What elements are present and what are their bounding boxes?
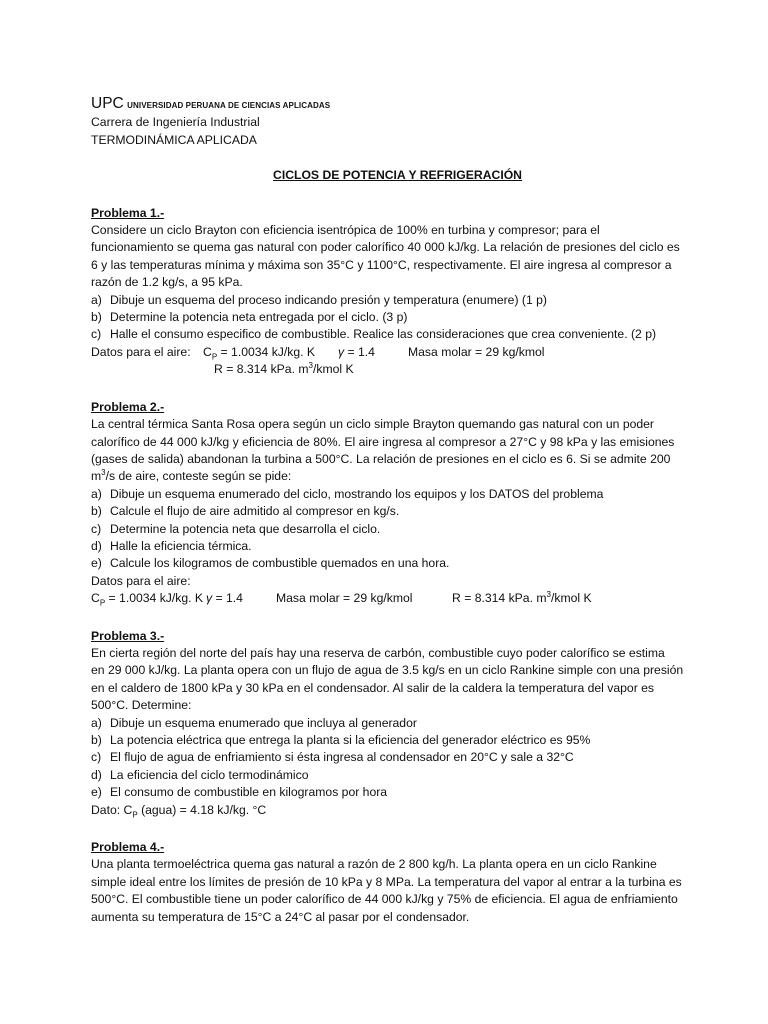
- item-text: Dibuje un esquema del proceso indicando presión y temperatura (enumere) (1 p): [110, 292, 547, 307]
- document-title: CICLOS DE POTENCIA Y REFRIGERACIÓN: [273, 168, 522, 183]
- item-label: a): [91, 486, 102, 501]
- list-item: [91, 326, 704, 343]
- statement-line: 500°C. El combustible tiene un poder calorífico de 44 000 kJ/kg y 75% de eficiencia. El agua de enfriamiento: [91, 892, 678, 907]
- list-item: [91, 732, 704, 749]
- problem-1: [91, 205, 704, 379]
- list-item: [91, 784, 704, 801]
- item-text: Dibuje un esquema enumerado del ciclo, mostrando los equipos y los DATOS del problema: [110, 486, 604, 501]
- statement-line: En cierta región del norte del país hay una reserva de carbón, combustible cuyo poder calorífico se estima: [91, 645, 665, 660]
- item-label: d): [91, 767, 102, 782]
- list-item: [91, 521, 704, 538]
- problem-heading: Problema 4.-: [91, 840, 165, 855]
- item-text: Calcule los kilogramos de combustible quemados en una hora.: [110, 556, 450, 571]
- item-text: La potencia eléctrica que entrega la planta si la eficiencia del generador eléctrico es 95%: [110, 733, 591, 747]
- statement-line: 500°C. Determine:: [91, 698, 192, 713]
- problem-heading: Problema 3.-: [91, 628, 165, 643]
- item-label: c): [91, 750, 102, 765]
- item-label: c): [91, 521, 102, 536]
- item-text: El consumo de combustible en kilogramos por hora: [110, 785, 388, 800]
- statement-line: 6 y las temperaturas mínima y máxima son 35°C y 1100°C, respectivamente. El aire ingresa al compresor a: [91, 257, 672, 272]
- item-text: Halle la eficiencia térmica.: [110, 538, 252, 553]
- university-name: UNIVERSIDAD PERUANA DE CIENCIAS APLICADAS: [127, 101, 331, 110]
- data-label: Datos para el aire:: [91, 344, 191, 359]
- statement-line: aumenta su temperatura de 15°C a 24°C al pasar por el condensador.: [91, 909, 470, 924]
- statement-line: calorífico de 44 000 kJ/kg y eficiencia de 80%. El aire ingresa al compresor a 27°C y 98 kPa y las emisiones: [91, 434, 675, 449]
- statement-line: en el caldero de 1800 kPa y 30 kPa en el condensador. Al salir de la caldera la temperatura del vapor es: [91, 680, 655, 695]
- list-item: [91, 715, 704, 732]
- list-item: [91, 503, 704, 520]
- problem-statement: [91, 645, 704, 715]
- molar-mass: Masa molar = 29 kg/kmol: [408, 344, 545, 359]
- gamma-value: γ = 1.4: [206, 591, 243, 606]
- item-label: d): [91, 538, 102, 553]
- document-title-wrap: [91, 167, 704, 184]
- molar-mass: Masa molar = 29 kg/kmol: [276, 591, 413, 606]
- item-text: El flujo de agua de enfriamiento si ésta ingresa al condensador en 20°C y sale a 32°C: [110, 750, 574, 765]
- problem-heading: Problema 2.-: [91, 399, 165, 414]
- problem-4: [91, 839, 704, 926]
- statement-line: simple ideal entre los límites de presión de 10 kPa y 8 MPa. La temperatura del vapor al entrar a la turbina es: [91, 874, 682, 889]
- list-item: [91, 292, 704, 309]
- list-item: [91, 767, 704, 784]
- item-label: a): [91, 715, 102, 730]
- statement-line: $m^3/s$ de aire, conteste según se pide:: [91, 468, 292, 484]
- item-text: Determine la potencia neta que desarrolla el ciclo.: [110, 521, 381, 536]
- statement-line: La central térmica Santa Rosa opera según un ciclo simple Brayton quemando gas natural con un poder: [91, 417, 654, 432]
- statement-line: Considere un ciclo Brayton con eficiencia isentrópica de 100% en turbina y compresor; para el: [91, 223, 600, 238]
- list-item: [91, 538, 704, 555]
- document-page: [91, 95, 704, 926]
- statement-line: (gases de salida) abandonan la turbina a 500°C. La relación de presiones en el ciclo es 6. Si se admite 200: [91, 451, 671, 466]
- item-text: Halle el consumo especifico de combustible. Realice las consideraciones que crea conveniente. (2 p): [110, 327, 657, 342]
- item-text: Determine la potencia neta entregada por el ciclo. (3 p): [110, 310, 408, 325]
- problem-heading: Problema 1.-: [91, 205, 165, 220]
- item-label: e): [91, 556, 102, 571]
- question-list: [91, 715, 704, 802]
- item-label: b): [91, 504, 102, 519]
- cp-value: $C_P = 1.0034$ kJ/kg. K: [203, 344, 316, 362]
- list-item: [91, 309, 704, 326]
- question-list: [91, 486, 704, 573]
- statement-line: razón de 1.2 kg/s, a 95 kPa.: [91, 275, 243, 290]
- data-label: Datos para el aire:: [91, 573, 191, 588]
- question-list: [91, 292, 704, 344]
- problem-statement: [91, 856, 704, 926]
- air-data-line: [91, 344, 704, 361]
- problem-statement: [91, 416, 704, 486]
- gamma-value: γ = 1.4: [338, 344, 375, 359]
- item-text: Calcule el flujo de aire admitido al compresor en kg/s.: [110, 504, 400, 519]
- water-data-line: Dato: $C_P$ (agua) = 4.18 kJ/kg. °C: [91, 802, 267, 820]
- item-label: b): [91, 310, 102, 325]
- list-item: [91, 486, 704, 503]
- problem-3: [91, 628, 704, 819]
- problem-statement: [91, 222, 704, 292]
- statement-line: funcionamiento se quema gas natural con poder calorífico 40 000 kJ/kg. La relación de presiones del ciclo es: [91, 240, 680, 255]
- r-constant-line: R = 8.314 kPa. $m^3$/kmol K: [214, 361, 354, 377]
- problem-2: [91, 399, 704, 608]
- list-item: [91, 749, 704, 766]
- university-header: [91, 95, 704, 114]
- item-label: c): [91, 327, 102, 342]
- air-data-line: [91, 590, 704, 607]
- item-label: a): [91, 292, 102, 307]
- course-line: TERMODINÁMICA APLICADA: [91, 132, 257, 147]
- item-label: b): [91, 733, 102, 747]
- statement-line: Una planta termoeléctrica quema gas natural a razón de 2 800 kg/h. La planta opera en un ciclo Rankine: [91, 857, 657, 872]
- item-label: e): [91, 785, 102, 800]
- career-line: Carrera de Ingeniería Industrial: [91, 115, 260, 130]
- cp-value: $C_P = 1.0034$ kJ/kg. K: [91, 591, 204, 608]
- upc-logo-text: UPC: [91, 95, 124, 112]
- statement-line: en 29 000 kJ/kg. La planta opera con un flujo de agua de 3.5 kg/s en un ciclo Rankine simple con una presión: [91, 663, 684, 678]
- r-constant: R = 8.314 kPa. $m^3$/kmol K: [452, 590, 592, 606]
- list-item: [91, 555, 704, 572]
- item-text: La eficiencia del ciclo termodinámico: [110, 767, 309, 782]
- item-text: Dibuje un esquema enumerado que incluya al generador: [110, 715, 417, 730]
